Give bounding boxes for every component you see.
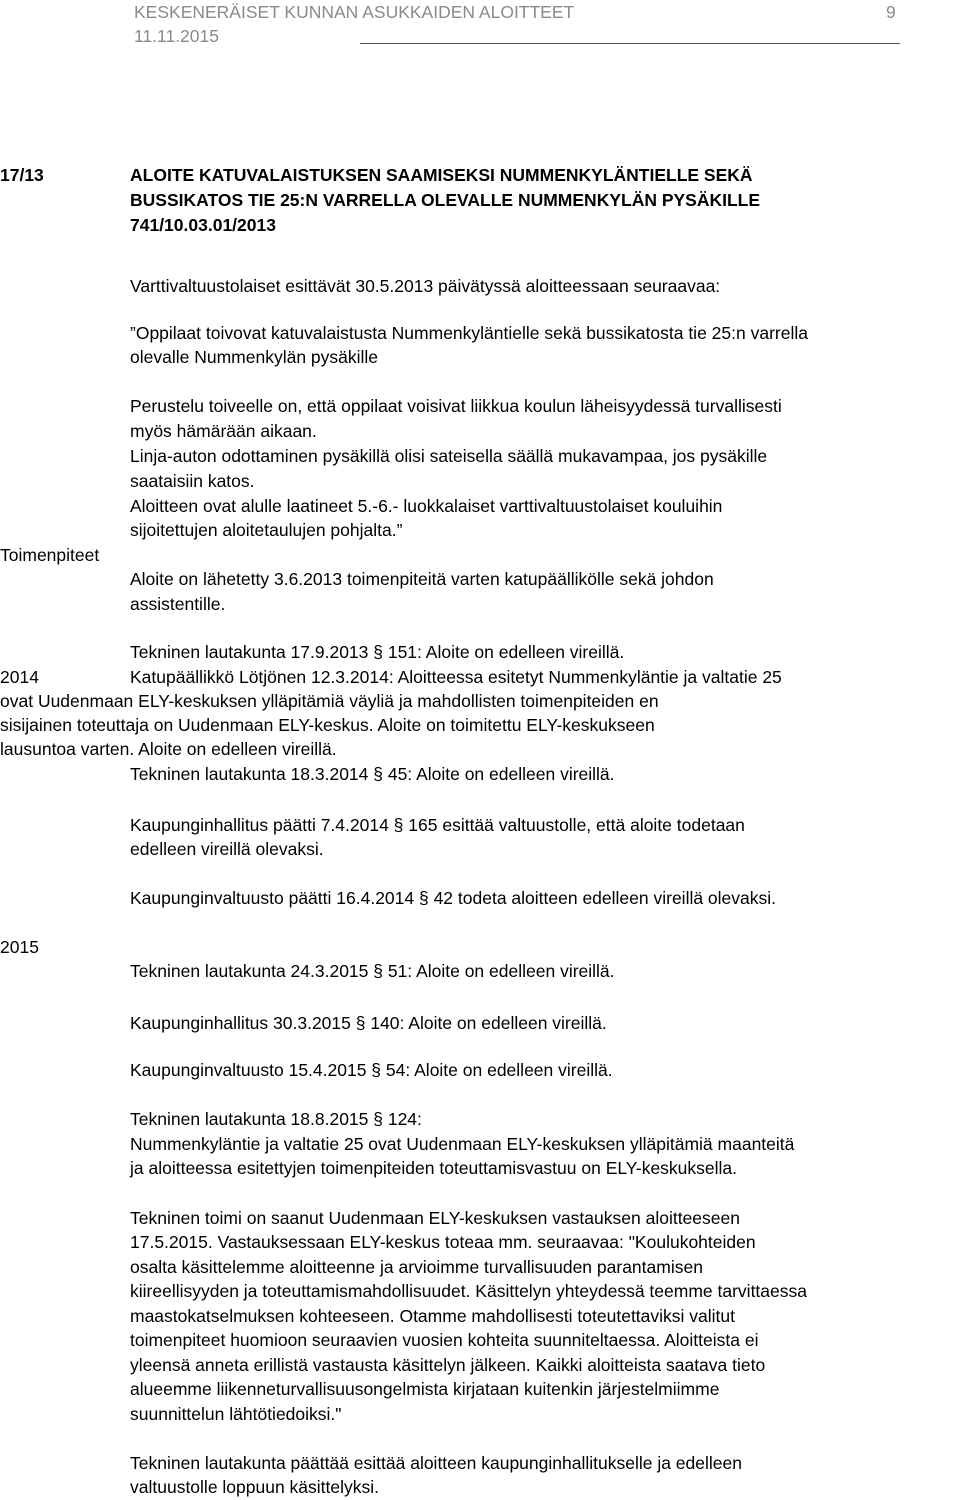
label-year-2015: 2015 [0, 937, 39, 957]
page-number: 9 [886, 2, 896, 22]
body-line: edelleen vireillä olevaksi. [130, 839, 324, 859]
body-line: Kaupunginhallitus päätti 7.4.2014 § 165 esittää valtuustolle, että aloite todetaan [130, 815, 745, 835]
body-line: toimenpiteet huomioon seuraavien vuosien kohteita suunniteltaessa. Aloitteista ei [130, 1330, 759, 1350]
body-line: valtuustolle loppuun käsittelyksi. [130, 1477, 380, 1497]
body-line: ovat Uudenmaan ELY-keskuksen ylläpitämiä väyliä ja mahdollisten toimenpiteiden en [0, 691, 659, 711]
body-line: suunnittelun lähtötiedoiksi." [130, 1404, 342, 1424]
body-line: Tekninen toimi on saanut Uudenmaan ELY-keskuksen vastauksen aloitteeseen [130, 1208, 740, 1228]
body-line: Kaupunginhallitus 30.3.2015 § 140: Aloite on edelleen vireillä. [130, 1013, 607, 1033]
body-line: sisijainen toteuttaja on Uudenmaan ELY-keskus. Aloite on toimitettu ELY-keskukseen [0, 715, 655, 735]
item-title-line: ALOITE KATUVALAISTUKSEN SAAMISEKSI NUMMENKYLÄNTIELLE SEKÄ [130, 165, 753, 185]
body-line: assistentille. [130, 594, 226, 614]
body-line: 17.5.2015. Vastauksessaan ELY-keskus toteaa mm. seuraavaa: "Koulukohteiden [130, 1232, 756, 1252]
body-line: myös hämärään aikaan. [130, 421, 317, 441]
body-line: kiireellisyyden ja toteuttamismahdollisuudet. Käsittelyn yhteydessä teemme tarvittaessa [130, 1281, 807, 1301]
body-line: sijoitettujen aloitetaulujen pohjalta.” [130, 520, 403, 540]
header-date: 11.11.2015 [134, 26, 219, 46]
body-line: ja aloitteessa esitettyjen toimenpiteiden toteuttamisvastuu on ELY-keskuksella. [130, 1158, 738, 1178]
body-line: Tekninen lautakunta 18.3.2014 § 45: Aloite on edelleen vireillä. [130, 764, 615, 784]
body-line: Kaupunginvaltuusto 15.4.2015 § 54: Aloite on edelleen vireillä. [130, 1060, 613, 1080]
body-line: alueemme liikenneturvallisuusongelmista kirjataan kuitenkin järjestelmiimme [130, 1379, 720, 1399]
body-line: Aloite on lähetetty 3.6.2013 toimenpiteitä varten katupäällikölle sekä johdon [130, 569, 714, 589]
item-code: 741/10.03.01/2013 [130, 215, 276, 235]
body-line: Aloitteen ovat alulle laatineet 5.-6.- luokkalaiset varttivaltuustolaiset kouluihin [130, 496, 723, 516]
body-line: Tekninen lautakunta 18.8.2015 § 124: [130, 1109, 422, 1129]
label-year-2014: 2014 [0, 667, 39, 687]
body-line: osalta käsittelemme aloitteenne ja arvioimme turvallisuuden parantamisen [130, 1257, 703, 1277]
body-line: lausuntoa varten. Aloite on edelleen vireillä. [0, 739, 337, 759]
body-line: Perustelu toiveelle on, että oppilaat voisivat liikkua koulun läheisyydessä turvallisesti [130, 396, 782, 416]
body-line: ”Oppilaat toivovat katuvalaistusta Nummenkyläntielle sekä bussikatosta tie 25:n varrella [130, 323, 808, 343]
header-rule [360, 43, 900, 44]
body-line: Tekninen lautakunta 17.9.2013 § 151: Aloite on edelleen vireillä. [130, 642, 625, 662]
body-line: yleensä anneta erillistä vastausta käsittelyn jälkeen. Kaikki aloitteista saatava tieto [130, 1355, 766, 1375]
item-number: 17/13 [0, 165, 44, 185]
body-line: olevalle Nummenkylän pysäkille [130, 347, 379, 367]
body-line: Katupäällikkö Lötjönen 12.3.2014: Aloitteessa esitetyt Nummenkyläntie ja valtatie 25 [130, 667, 782, 687]
header-title: KESKENERÄISET KUNNAN ASUKKAIDEN ALOITTEET [134, 2, 575, 22]
body-line: Tekninen lautakunta päättää esittää aloitteen kaupunginhallitukselle ja edelleen [130, 1453, 742, 1473]
body-line: Tekninen lautakunta 24.3.2015 § 51: Aloite on edelleen vireillä. [130, 961, 615, 981]
body-line: Varttivaltuustolaiset esittävät 30.5.2013 päivätyssä aloitteessaan seuraavaa: [130, 276, 721, 296]
body-line: saataisiin katos. [130, 471, 255, 491]
body-line: Kaupunginvaltuusto päätti 16.4.2014 § 42 todeta aloitteen edelleen vireillä olevaksi. [130, 888, 777, 908]
body-line: Nummenkyläntie ja valtatie 25 ovat Uudenmaan ELY-keskuksen ylläpitämiä maanteitä [130, 1134, 795, 1154]
body-line: Linja-auton odottaminen pysäkillä olisi sateisella säällä mukavampaa, jos pysäkille [130, 446, 768, 466]
body-line: maastokatselmuksen kohteeseen. Otamme mahdollisesti toteutettaviksi valitut [130, 1306, 736, 1326]
item-title-line: BUSSIKATOS TIE 25:N VARRELLA OLEVALLE NUMMENKYLÄN PYSÄKILLE [130, 190, 761, 210]
label-toimenpiteet: Toimenpiteet [0, 545, 100, 565]
